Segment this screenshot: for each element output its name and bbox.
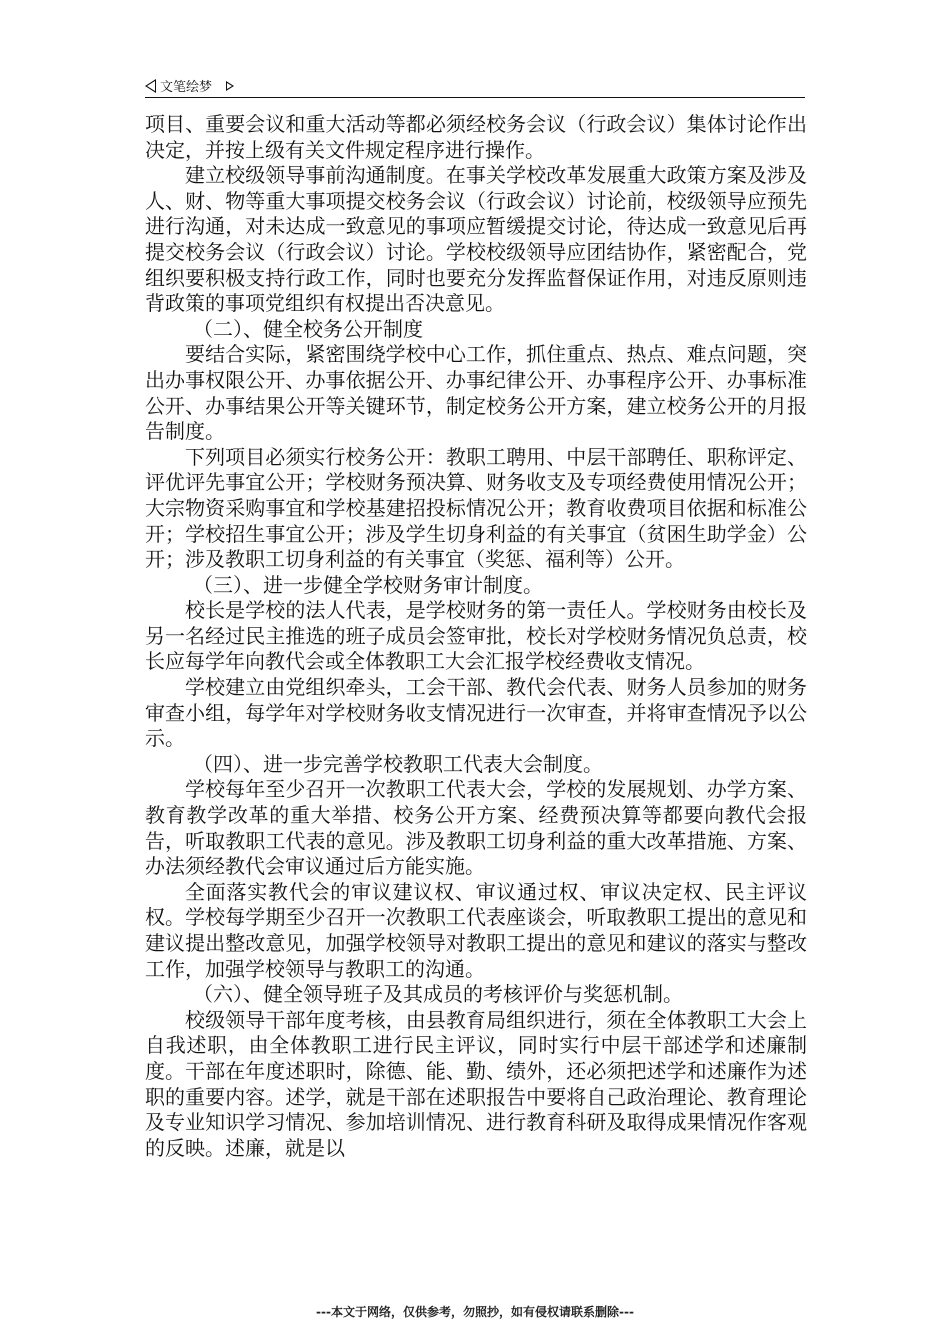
footer-disclaimer: ---本文于网络，仅供参考，勿照抄，如有侵权请联系删除--- <box>316 1305 634 1319</box>
header-rule <box>145 97 805 98</box>
triangle-right-icon <box>226 81 234 91</box>
brand <box>145 76 234 95</box>
paragraph: 要结合实际，紧密围绕学校中心工作，抓住重点、热点、难点问题，突出办事权限公开、办事依据公开、办事纪律公开、办事程序公开、办事标准公开、办事结果公开等关键环节，制定校务公开方案，建立校务公开的月报告制度。 <box>145 342 807 444</box>
page-header <box>145 74 805 96</box>
paragraph: 校长是学校的法人代表，是学校财务的第一责任人。学校财务由校长及另一名经过民主推选的班子成员会签审批，校长对学校财务情况负总责，校长应每学年向教代会或全体教职工大会汇报学校经费收支情况。 <box>145 598 807 674</box>
paragraph: 全面落实教代会的审议建议权、审议通过权、审议决定权、民主评议权。学校每学期至少召开一次教职工代表座谈会，听取教职工提出的意见和建议提出整改意见，加强学校领导对教职工提出的意见和建议的落实与整改工作，加强学校领导与教职工的沟通。 <box>145 879 807 981</box>
document-body <box>145 112 807 1161</box>
paragraph: 校级领导干部年度考核，由县教育局组织进行，须在全体教职工大会上自我述职，由全体教职工进行民主评议，同时实行中层干部述学和述廉制度。干部在年度述职时，除德、能、勤、绩外，还必须把述学和述廉作为述职的重要内容。述学，就是干部在述职报告中要将自己政治理论、教育理论及专业知识学习情况、参加培训情况、进行教育科研及取得成果情况作客观的反映。述廉，就是以 <box>145 1007 807 1160</box>
section-heading: （二）、健全校务公开制度 <box>193 316 423 341</box>
section-heading: （六）、健全领导班子及其成员的考核评价与奖惩机制。 <box>193 982 683 1007</box>
triangle-left-icon <box>145 79 156 93</box>
paragraph: 学校建立由党组织牵头，工会干部、教代会代表、财务人员参加的财务审查小组，每学年对学校财务收支情况进行一次审查，并将审查情况予以公示。 <box>145 675 807 751</box>
brand-name: 文笔绘梦 <box>160 80 213 95</box>
paragraph: 学校每年至少召开一次教职工代表大会，学校的发展规划、办学方案、教育教学改革的重大举措、校务公开方案、经费预决算等都要向教代会报告，听取教职工代表的意见。涉及教职工切身利益的重大改革措施、方案、办法须经教代会审议通过后方能实施。 <box>145 777 807 879</box>
section-heading: （三）、进一步健全学校财务审计制度。 <box>193 572 543 597</box>
paragraph: 下列项目必须实行校务公开：教职工聘用、中层干部聘任、职称评定、评优评先事宜公开；学校财务预决算、财务收支及专项经费使用情况公开；大宗物资采购事宜和学校基建招投标情况公开；教育收费项目依据和标准公开；学校招生事宜公开；涉及学生切身利益的有关事宜（贫困生助学金）公开；涉及教职工切身利益的有关事宜（奖惩、福利等）公开。 <box>145 444 807 572</box>
section-heading: （四）、进一步完善学校教职工代表大会制度。 <box>193 751 603 776</box>
paragraph: 项目、重要会议和重大活动等都必须经校务会议（行政会议）集体讨论作出决定，并按上级有关文件规定程序进行操作。 <box>145 112 807 162</box>
paragraph: 建立校级领导事前沟通制度。在事关学校改革发展重大政策方案及涉及人、财、物等重大事项提交校务会议（行政会议）讨论前，校级领导应预先进行沟通，对未达成一致意见的事项应暂缓提交讨论，待达成一致意见后再提交校务会议（行政会议）讨论。学校校级领导应团结协作，紧密配合，党组织要积极支持行政工作，同时也要充分发挥监督保证作用，对违反原则违背政策的事项党组织有权提出否决意见。 <box>145 163 807 316</box>
